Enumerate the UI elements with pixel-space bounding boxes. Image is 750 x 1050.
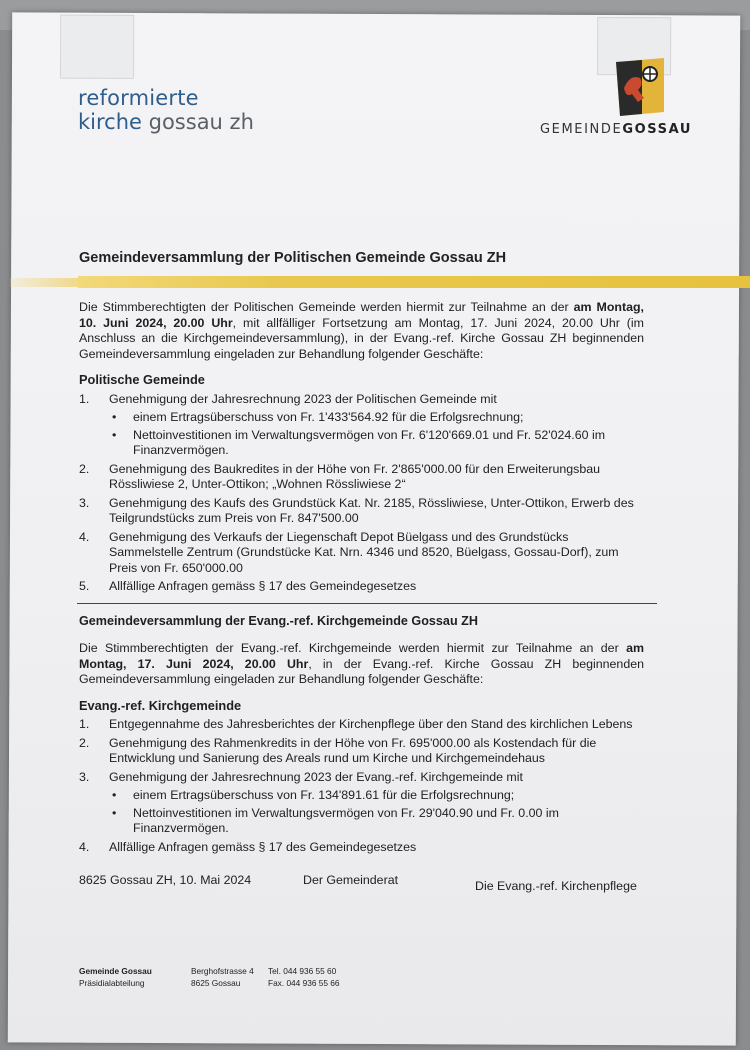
place-date: 8625 Gossau ZH, 10. Mai 2024 <box>79 873 252 887</box>
agenda-text: Genehmigung des Baukredites in der Höhe von Fr. 2'865'000.00 für den Erweiterungsbau Rössliwiese 2, Unter-Ottikon; „Wohnen Rössliwiese 2“ <box>109 461 601 491</box>
section2-heading: Evang.-ref. Kirchgemeinde <box>79 697 242 713</box>
agenda-item <box>79 717 644 733</box>
agenda-subitem: • Nettoinvestitionen im Verwaltungsvermögen von Fr. 29'040.90 und Fr. 0.00 im Finanzvermögen. <box>109 806 644 837</box>
footer-address-col <box>191 965 254 989</box>
intro1-c: , mit allfälliger Fortsetzung am Montag, 17. Juni 2024, 20.00 Uhr (im Anschluss an die Kirchgemeindeversammlung), in der Evang.-ref. Kirche Gossau ZH beginnenden Gemeindeversammlung eingeladen zur Behandlung folgender Geschäfte: <box>79 315 644 361</box>
agenda-item <box>79 770 644 837</box>
council-signature: Der Gemeinderat <box>303 873 399 887</box>
agenda-item <box>79 392 644 459</box>
gemeinde-gossau-wordmark <box>536 122 696 137</box>
agenda-subitem: • Nettoinvestitionen im Verwaltungsvermögen von Fr. 6'120'669.01 und Fr. 52'024.60 im Finanzvermögen. <box>109 428 644 459</box>
section1-agenda <box>79 392 644 595</box>
gemeinde-gossau-logo <box>536 58 696 137</box>
agenda-num: 1. <box>79 717 90 731</box>
agenda-item <box>79 530 644 577</box>
logo-line1: reformierte <box>78 86 199 110</box>
wordmark-a: GEMEINDE <box>540 122 623 137</box>
intro1-date: am Montag, 10. Juni 2024, 20.00 Uhr <box>79 300 644 330</box>
agenda-num: 4. <box>79 839 90 854</box>
agenda-sublist <box>109 410 644 459</box>
agenda-text: Allfällige Anfragen gemäss § 17 des Gemeindegesetzes <box>109 579 417 593</box>
section1-heading: Politische Gemeinde <box>79 372 205 387</box>
intro2-c: , in der Evang.-ref. Kirche Gossau ZH beginnenden Gemeindeversammlung eingeladen zur Behandlung folgender Geschäfte: <box>79 656 644 686</box>
agenda-item <box>79 579 644 595</box>
agenda-text: Allfällige Anfragen gemäss § 17 des Gemeindegesetzes <box>109 839 417 854</box>
logo-line2 <box>78 110 254 134</box>
section2-title: Gemeindeversammlung der Evang.-ref. Kirchgemeinde Gossau ZH <box>79 613 478 628</box>
footer-org-col <box>79 965 152 989</box>
reformierte-kirche-logo <box>78 86 254 134</box>
agenda-num: 2. <box>79 461 90 476</box>
agenda-num: 4. <box>79 529 90 544</box>
intro-political <box>79 300 644 362</box>
agenda-num: 1. <box>79 391 90 406</box>
agenda-num: 2. <box>79 735 90 750</box>
accent-bar <box>78 276 750 288</box>
footer-street: Berghofstrasse 4 <box>191 966 254 976</box>
logo-line2-a: kirche <box>78 110 142 134</box>
agenda-text: Genehmigung der Jahresrechnung 2023 der Evang.-ref. Kirchgemeinde mit <box>109 769 523 784</box>
notice-body <box>79 300 644 893</box>
agenda-num: 3. <box>79 495 90 510</box>
agenda-num: 5. <box>79 579 90 593</box>
agenda-item <box>79 496 644 527</box>
footer-tel: Tel. 044 936 55 60 <box>268 966 337 976</box>
footer-dept: Präsidialabteilung <box>79 978 145 988</box>
church-signature: Die Evang.-ref. Kirchenpflege <box>475 879 637 893</box>
agenda-item <box>79 462 644 493</box>
agenda-text: Genehmigung des Kaufs des Grundstück Kat. Nr. 2185, Rössliwiese, Unter-Ottikon, Erwerb des Teilgrundstücks zum Preis von Fr. 847'500.00 <box>109 495 634 525</box>
agenda-text: Entgegennahme des Jahresberichtes der Kirchenpflege über den Stand des kirchlichen Lebens <box>109 717 633 731</box>
intro1-a: Die Stimmberechtigten der Politischen Gemeinde werden hiermit zur Teilnahme an der <box>79 300 574 314</box>
logo-line2-b: gossau zh <box>141 110 254 134</box>
section2-agenda <box>79 717 644 855</box>
intro-church <box>79 641 644 688</box>
footer-contact-col <box>268 965 340 989</box>
agenda-text: Genehmigung der Jahresrechnung 2023 der Politischen Gemeinde mit <box>109 391 497 406</box>
accent-bar-fade <box>10 278 80 287</box>
tape-left <box>60 15 134 79</box>
footer-fax: Fax. 044 936 55 66 <box>268 978 340 988</box>
intro2-a: Die Stimmberechtigten der Evang.-ref. Kirchgemeinde werden hiermit zur Teilnahme an der <box>79 641 627 655</box>
signature-row <box>79 873 644 893</box>
agenda-item <box>79 736 644 767</box>
agenda-subitem: • einem Ertragsüberschuss von Fr. 134'891.61 für die Erfolgsrechnung; <box>109 788 644 804</box>
wordmark-b: GOSSAU <box>622 122 692 137</box>
agenda-text: Genehmigung des Rahmenkredits in der Höhe von Fr. 695'000.00 als Kostendach für die Entwicklung und Sanierung des Areals rund um Kirche und Kirchgemeindehaus <box>109 735 597 765</box>
page-title: Gemeindeversammlung der Politischen Gemeinde Gossau ZH <box>79 250 507 266</box>
coat-of-arms-icon <box>614 58 666 116</box>
agenda-item <box>79 840 644 856</box>
section-divider <box>77 603 657 604</box>
footer-org: Gemeinde Gossau <box>79 966 152 976</box>
agenda-text: Genehmigung des Verkaufs der Liegenschaft Depot Büelgass und des Grundstücks Sammelstelle Zentrum (Grundstücke Kat. Nrn. 4346 und 8520, Büelgass, Gossau-Dorf), zum Preis von Fr. 650'000.00 <box>109 529 619 575</box>
intro2-date: am Montag, 17. Juni 2024, 20.00 Uhr <box>79 641 644 671</box>
agenda-subitem: • einem Ertragsüberschuss von Fr. 1'433'564.92 für die Erfolgsrechnung; <box>109 410 644 426</box>
agenda-num: 3. <box>79 769 90 784</box>
footer-city: 8625 Gossau <box>191 978 241 988</box>
agenda-sublist <box>109 788 644 837</box>
